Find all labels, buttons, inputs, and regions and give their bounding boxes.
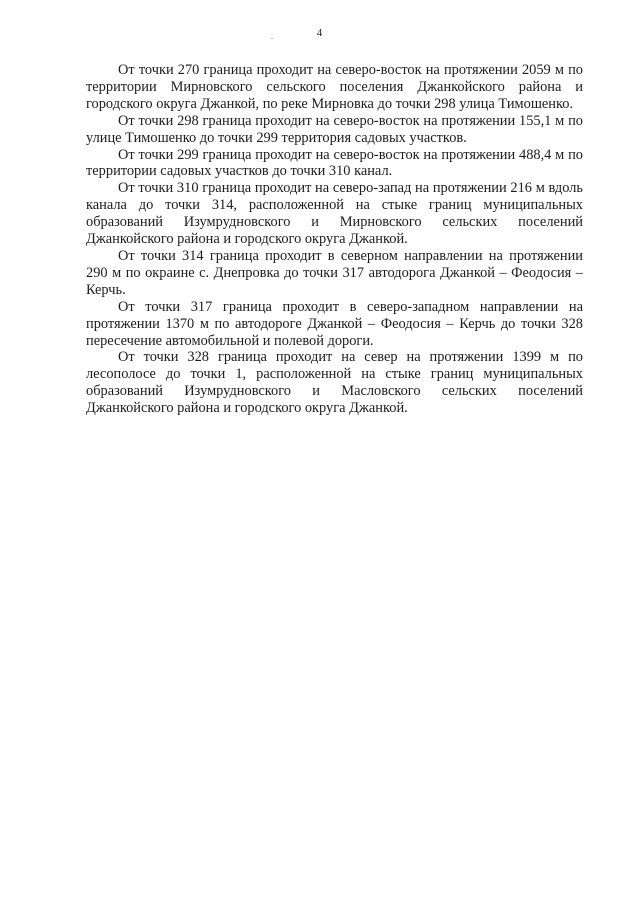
paragraph-point-270: От точки 270 граница проходит на северо-восток на протяжении 2059 м по территории Мирновского сельского поселения Джанкойского района и городского округа Джанкой, по реке Мирновка до точки 298 улица Тимошенко. — [86, 62, 583, 112]
paragraph-point-328: От точки 328 граница проходит на север на протяжении 1399 м по лесополосе до точки 1, расположенной на стыке границ муниципальных образований Изумрудновского и Масловского сельских поселений Джанкойского района и городского округа Джанкой. — [86, 349, 583, 417]
paragraph-point-314: От точки 314 граница проходит в северном направлении на протяжении 290 м по окраине с. Днепровка до точки 317 автодорога Джанкой – Феодосия – Керчь. — [86, 247, 583, 298]
page-number: 4 — [316, 27, 323, 39]
paragraph-point-298: От точки 298 граница проходит на северо-восток на протяжении 155,1 м по улице Тимошенко до точки 299 территория садовых участков. — [86, 112, 583, 146]
document-body — [86, 62, 583, 417]
scan-artifact-dot — [271, 38, 273, 39]
paragraph-point-317: От точки 317 граница проходит в северо-западном направлении на протяжении 1370 м по автодороге Джанкой – Феодосия – Керчь до точки 328 пересечение автомобильной и полевой дороги. — [86, 298, 583, 349]
paragraph-point-310: От точки 310 граница проходит на северо-запад на протяжении 216 м вдоль канала до точки 314, расположенной на стыке границ муниципальных образований Изумрудновского и Мирновского сельских поселений Джанкойского района и городского округа Джанкой. — [86, 180, 583, 248]
paragraph-point-299: От точки 299 граница проходит на северо-восток на протяжении 488,4 м по территории садовых участков до точки 310 канал. — [86, 146, 583, 180]
